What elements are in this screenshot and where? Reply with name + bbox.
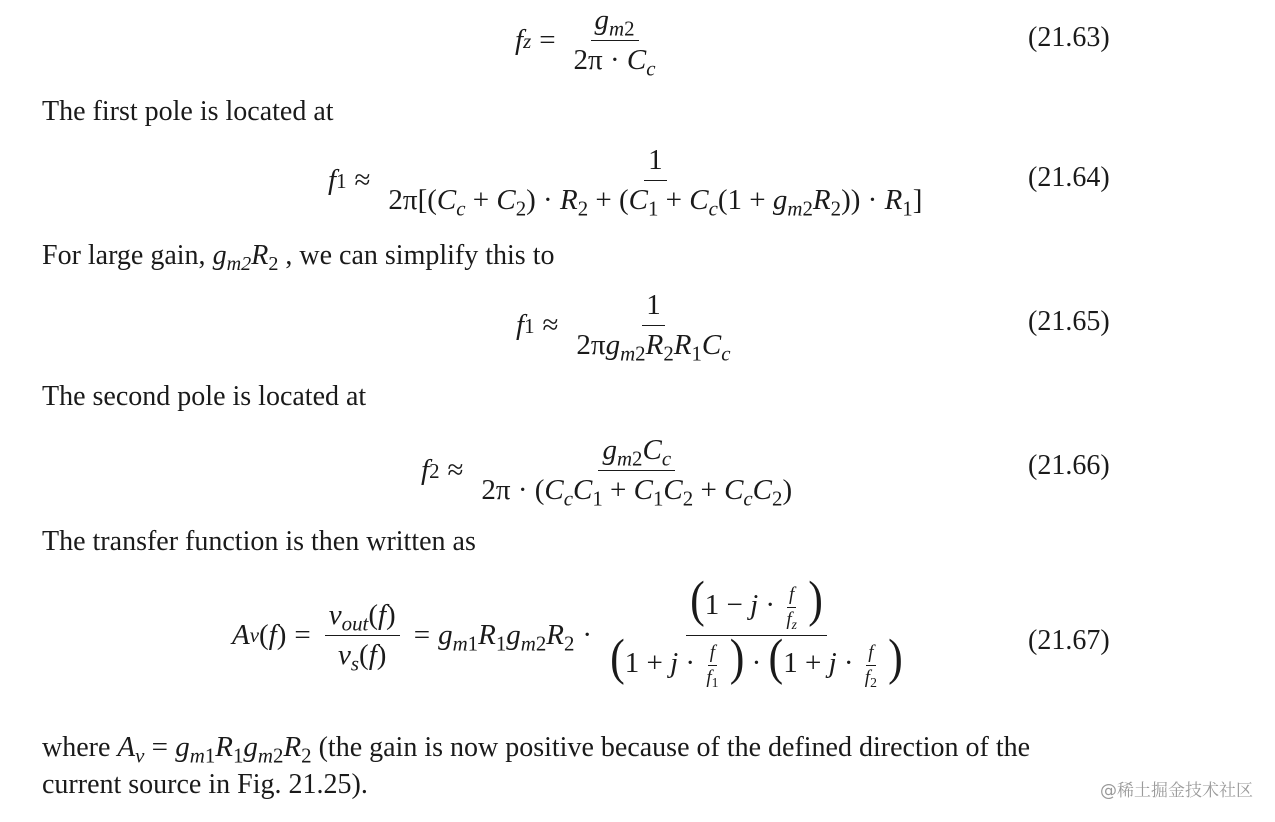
where-text-end: (the gain is now positive because of the defined direction of the (311, 732, 1031, 763)
av-gain-inline: $A_v = g_{m1}R_1g_{m2}R_2$ (117, 731, 312, 768)
paragraph-second-pole: The second pole is located at (42, 381, 367, 412)
equation-number: (21.63) (1028, 22, 1110, 53)
paragraph-large-gain (42, 237, 554, 274)
large-gain-text-start: For large gain, (42, 240, 213, 271)
paragraph-where (42, 729, 1030, 766)
equation-21-64-body: f 1 ≈ $\frac{1}{2\pi[(C_c + C_2) \cdot R_2 + (C_1 + C_c(1 + g_{m2}R_2)) \cdot R_1]}$ (328, 144, 923, 221)
equation-number: (21.65) (1028, 306, 1110, 337)
equation-21-63-body: f z = $\frac{g_{m2}}{2\pi \cdot C_c}$ (515, 4, 656, 81)
gm2-r2-inline: $g_{m2}R_2$ (212, 240, 279, 276)
equation-number: (21.67) (1028, 625, 1110, 656)
paragraph-transfer-function: The transfer function is then written as (42, 526, 476, 557)
paragraph-first-pole: The first pole is located at (42, 96, 334, 127)
equation-number: (21.66) (1028, 450, 1110, 481)
equation-21-67-body: A v ( f ) = $\frac{v_{out}(f)}{v_s(f)}$ = $g_{m1}R_1g_{m2}R_2$ · (1 − j · $\frac{f}{f_z}$ ) (1 + j · $\frac{f}{f_1}$ ) · (1 + j · $\frac{f}{f_2}$ ) (232, 571, 903, 690)
large-gain-text-end: , we can simplify this to (278, 240, 555, 271)
paragraph-where-line-2: current source in Fig. 21.25). (42, 769, 368, 800)
watermark: @稀土掘金技术社区 (1100, 781, 1253, 801)
where-text-start: where (42, 732, 118, 763)
equation-number: (21.64) (1028, 162, 1110, 193)
equation-21-66-body: f 2 ≈ $\frac{g_{m2}C_c}{2\pi \cdot (C_cC_1 + C_1C_2 + C_cC_2)}$ (421, 434, 793, 511)
equation-21-65-body: f 1 ≈ $\frac{1}{2\pi g_{m2}R_2R_1C_c}$ (516, 289, 731, 366)
